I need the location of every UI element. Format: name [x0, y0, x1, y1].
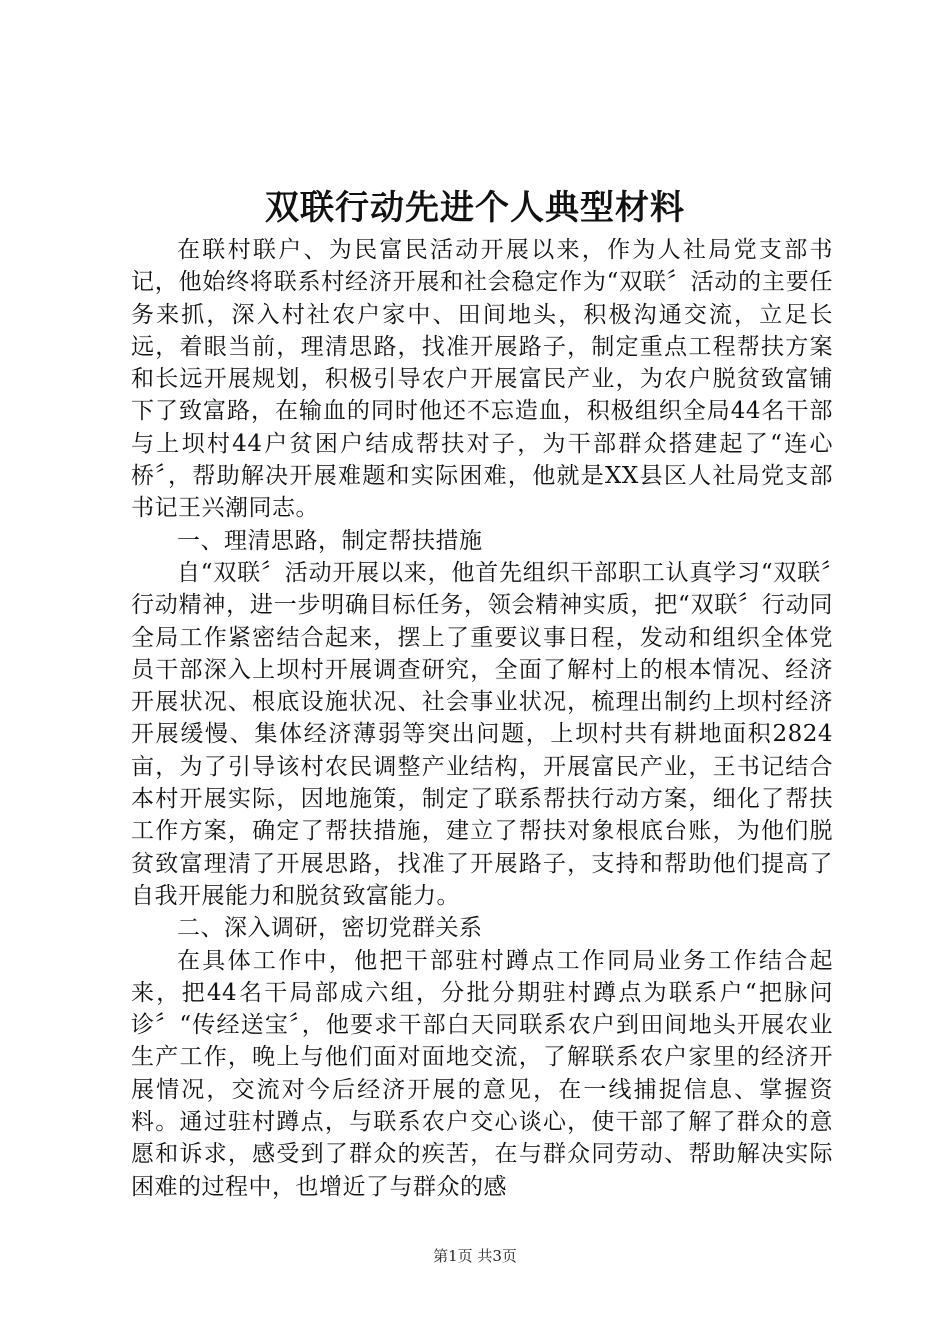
intro-paragraph: 在联村联户、为民富民活动开展以来，作为人社局党支部书记，他始终将联系村经济开展和社会稳定作为“双联〞活动的主要任务来抓，深入村社农户家中、田间地头，积极沟通交流，立足长远，着眼当前，理清思路，找准开展路子，制定重点工程帮扶方案和长远开展规划，积极引导农户开展富民产业，为农户脱贫致富铺下了致富路，在输血的同时他还不忘造血，积极组织全局44名干部与上坝村44户贫困户结成帮扶对子，为干部群众搭建起了“连心桥〞，帮助解决开展难题和实际困难，他就是XX县区人社局党支部书记王兴潮同志。	[131, 237, 833, 522]
document-body	[131, 234, 833, 1203]
section-paragraph-2: 在具体工作中，他把干部驻村蹲点工作同局业务工作结合起来，把44名干局部成六组，分批分期驻村蹲点为联系户“把脉问诊〞“传经送宝〞，他要求干部白天同联系农户到田间地头开展农业生产工作，晚上与他们面对面地交流，了解联系农户家里的经济开展情况，交流对今后经济开展的意见，在一线捕捉信息、掌握资料。通过驻村蹲点，与联系农户交心谈心，使干部了解了群众的意愿和诉求，感受到了群众的疾苦，在与群众同劳动、帮助解决实际困难的过程中，也增近了与群众的感	[131, 947, 833, 1200]
page-footer: 第1页 共3页	[433, 1247, 517, 1265]
document-title: 双联行动先进个人典型材料	[265, 188, 685, 228]
section-heading-1: 一、理清思路，制定帮扶措施	[177, 527, 483, 554]
section-heading-2: 二、深入调研，密切党群关系	[177, 915, 483, 942]
section-paragraph-1: 自“双联〞活动开展以来，他首先组织干部职工认真学习“双联〞行动精神，进一步明确目标任务，领会精神实质，把“双联〞行动同全局工作紧密结合起来，摆上了重要议事日程，发动和组织全体党员干部深入上坝村开展调查研究，全面了解村上的根本情况、经济开展状况、根底设施状况、社会事业状况，梳理出制约上坝村经济开展缓慢、集体经济薄弱等突出问题，上坝村共有耕地面积2824亩，为了引导该村农民调整产业结构，开展富民产业，王书记结合本村开展实际，因地施策，制定了联系帮扶行动方案，细化了帮扶工作方案，确定了帮扶措施，建立了帮扶对象根底台账，为他们脱贫致富理清了开展思路，找准了开展路子，支持和帮助他们提高了自我开展能力和脱贫致富能力。	[131, 559, 833, 909]
